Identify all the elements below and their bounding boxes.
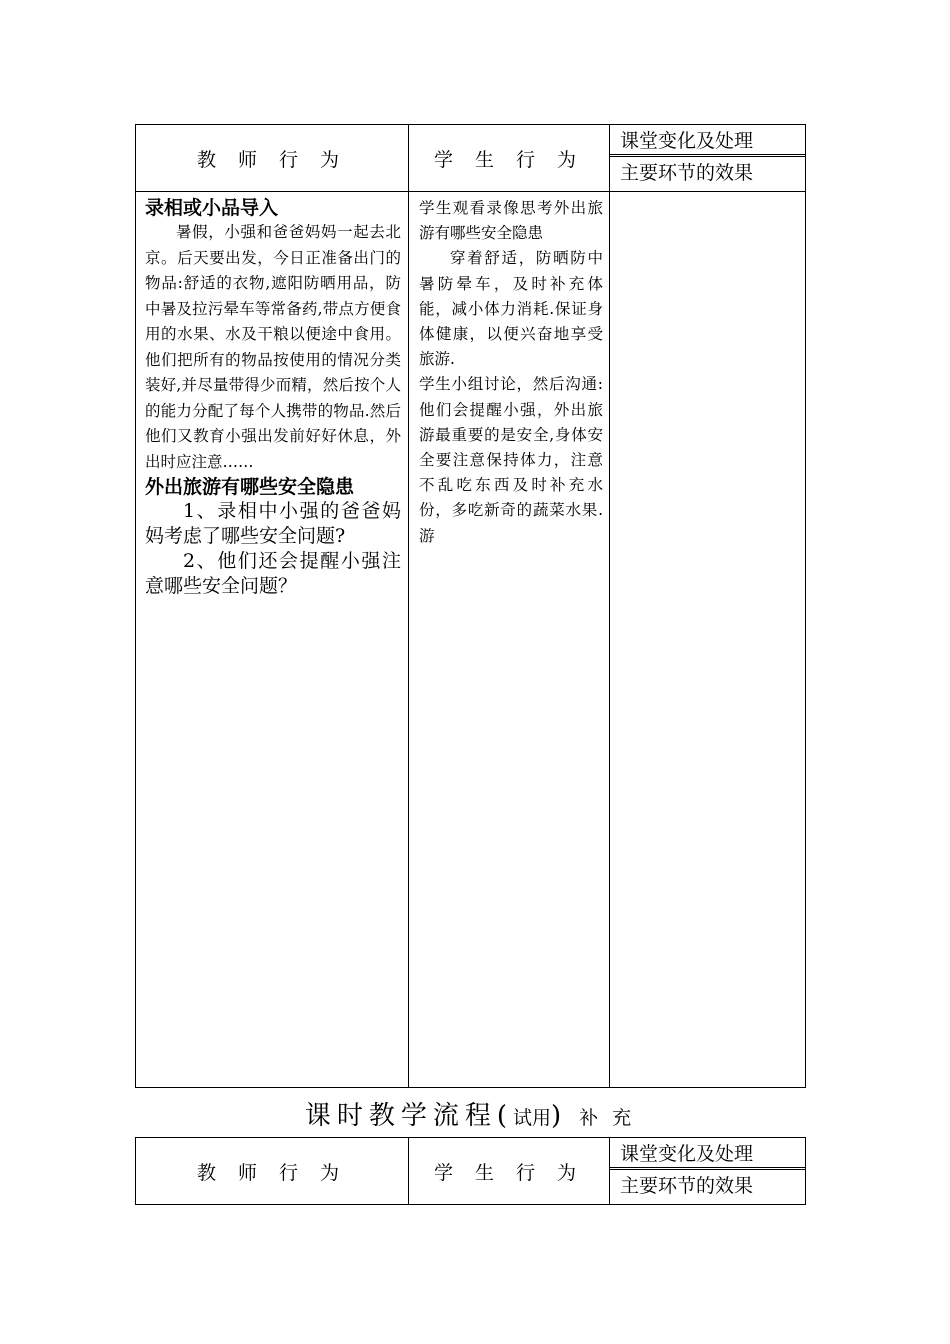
question-1: 1、录相中小强的爸爸妈妈考虑了哪些安全问题? <box>145 500 401 547</box>
supplement-header-classroom-changes: 课堂变化及处理 <box>610 1138 805 1170</box>
flow-title-supplement: 补充 <box>579 1107 646 1129</box>
student-paragraph-3: 学生小组讨论，然后沟通:他们会提醒小强，外出旅游最重要的是安全,身体安全要注意保持体力，注意不乱吃东西及时补充水份，多吃新奇的蔬菜水果.游 <box>419 375 603 545</box>
teacher-column <box>136 192 409 1088</box>
teacher-paragraph: 暑假，小强和爸爸妈妈一起去北京。后天要出发，今日正准备出门的物品:舒适的衣物,遮阳防晒用品，防中暑及拉污晕车等常备药,带点方便食用的水果、水及干粮以便途中食用。他们把所有的物品按使用的情况分类装好,并尽量带得少而精，然后按个人的能力分配了每个人携带的物品.然后他们又教育小强出发前好好休息，外出时应注意…… <box>145 223 401 471</box>
supplement-header-row <box>136 1138 806 1205</box>
supplement-header-student: 学 生 行 为 <box>409 1138 610 1205</box>
supplement-table <box>135 1137 806 1205</box>
student-column <box>409 192 610 1088</box>
notes-column <box>610 192 806 1088</box>
section-title-hazards: 外出旅游有哪些安全隐患 <box>145 476 355 498</box>
question-2: 2、他们还会提醒小强注意哪些安全问题？ <box>145 550 401 597</box>
lesson-table <box>135 124 806 1088</box>
flow-title-trial: 试用 <box>512 1107 551 1129</box>
table-header-row <box>136 125 806 192</box>
flow-title <box>0 1095 950 1132</box>
section-title-intro: 录相或小品导入 <box>145 197 279 219</box>
supplement-header-key-effects: 主要环节的效果 <box>620 1175 754 1197</box>
supplement-header-right <box>610 1138 806 1205</box>
flow-title-main: 课时教学流程( <box>304 1101 513 1131</box>
header-classroom-changes: 课堂变化及处理 <box>610 125 805 157</box>
table-body-row <box>136 192 806 1088</box>
header-student: 学 生 行 为 <box>409 125 610 192</box>
header-right <box>610 125 806 192</box>
student-paragraph-1: 学生观看录像思考外出旅游有哪些安全隐患 <box>419 199 603 243</box>
student-paragraph-2: 穿着舒适，防晒防中暑防晕车，及时补充体能，减小体力消耗.保证身体健康，以便兴奋地享受旅游. <box>419 249 603 369</box>
flow-title-close: ) <box>551 1101 562 1131</box>
header-key-effects: 主要环节的效果 <box>620 162 754 184</box>
header-teacher: 教 师 行 为 <box>136 125 409 192</box>
supplement-header-teacher: 教 师 行 为 <box>136 1138 409 1205</box>
